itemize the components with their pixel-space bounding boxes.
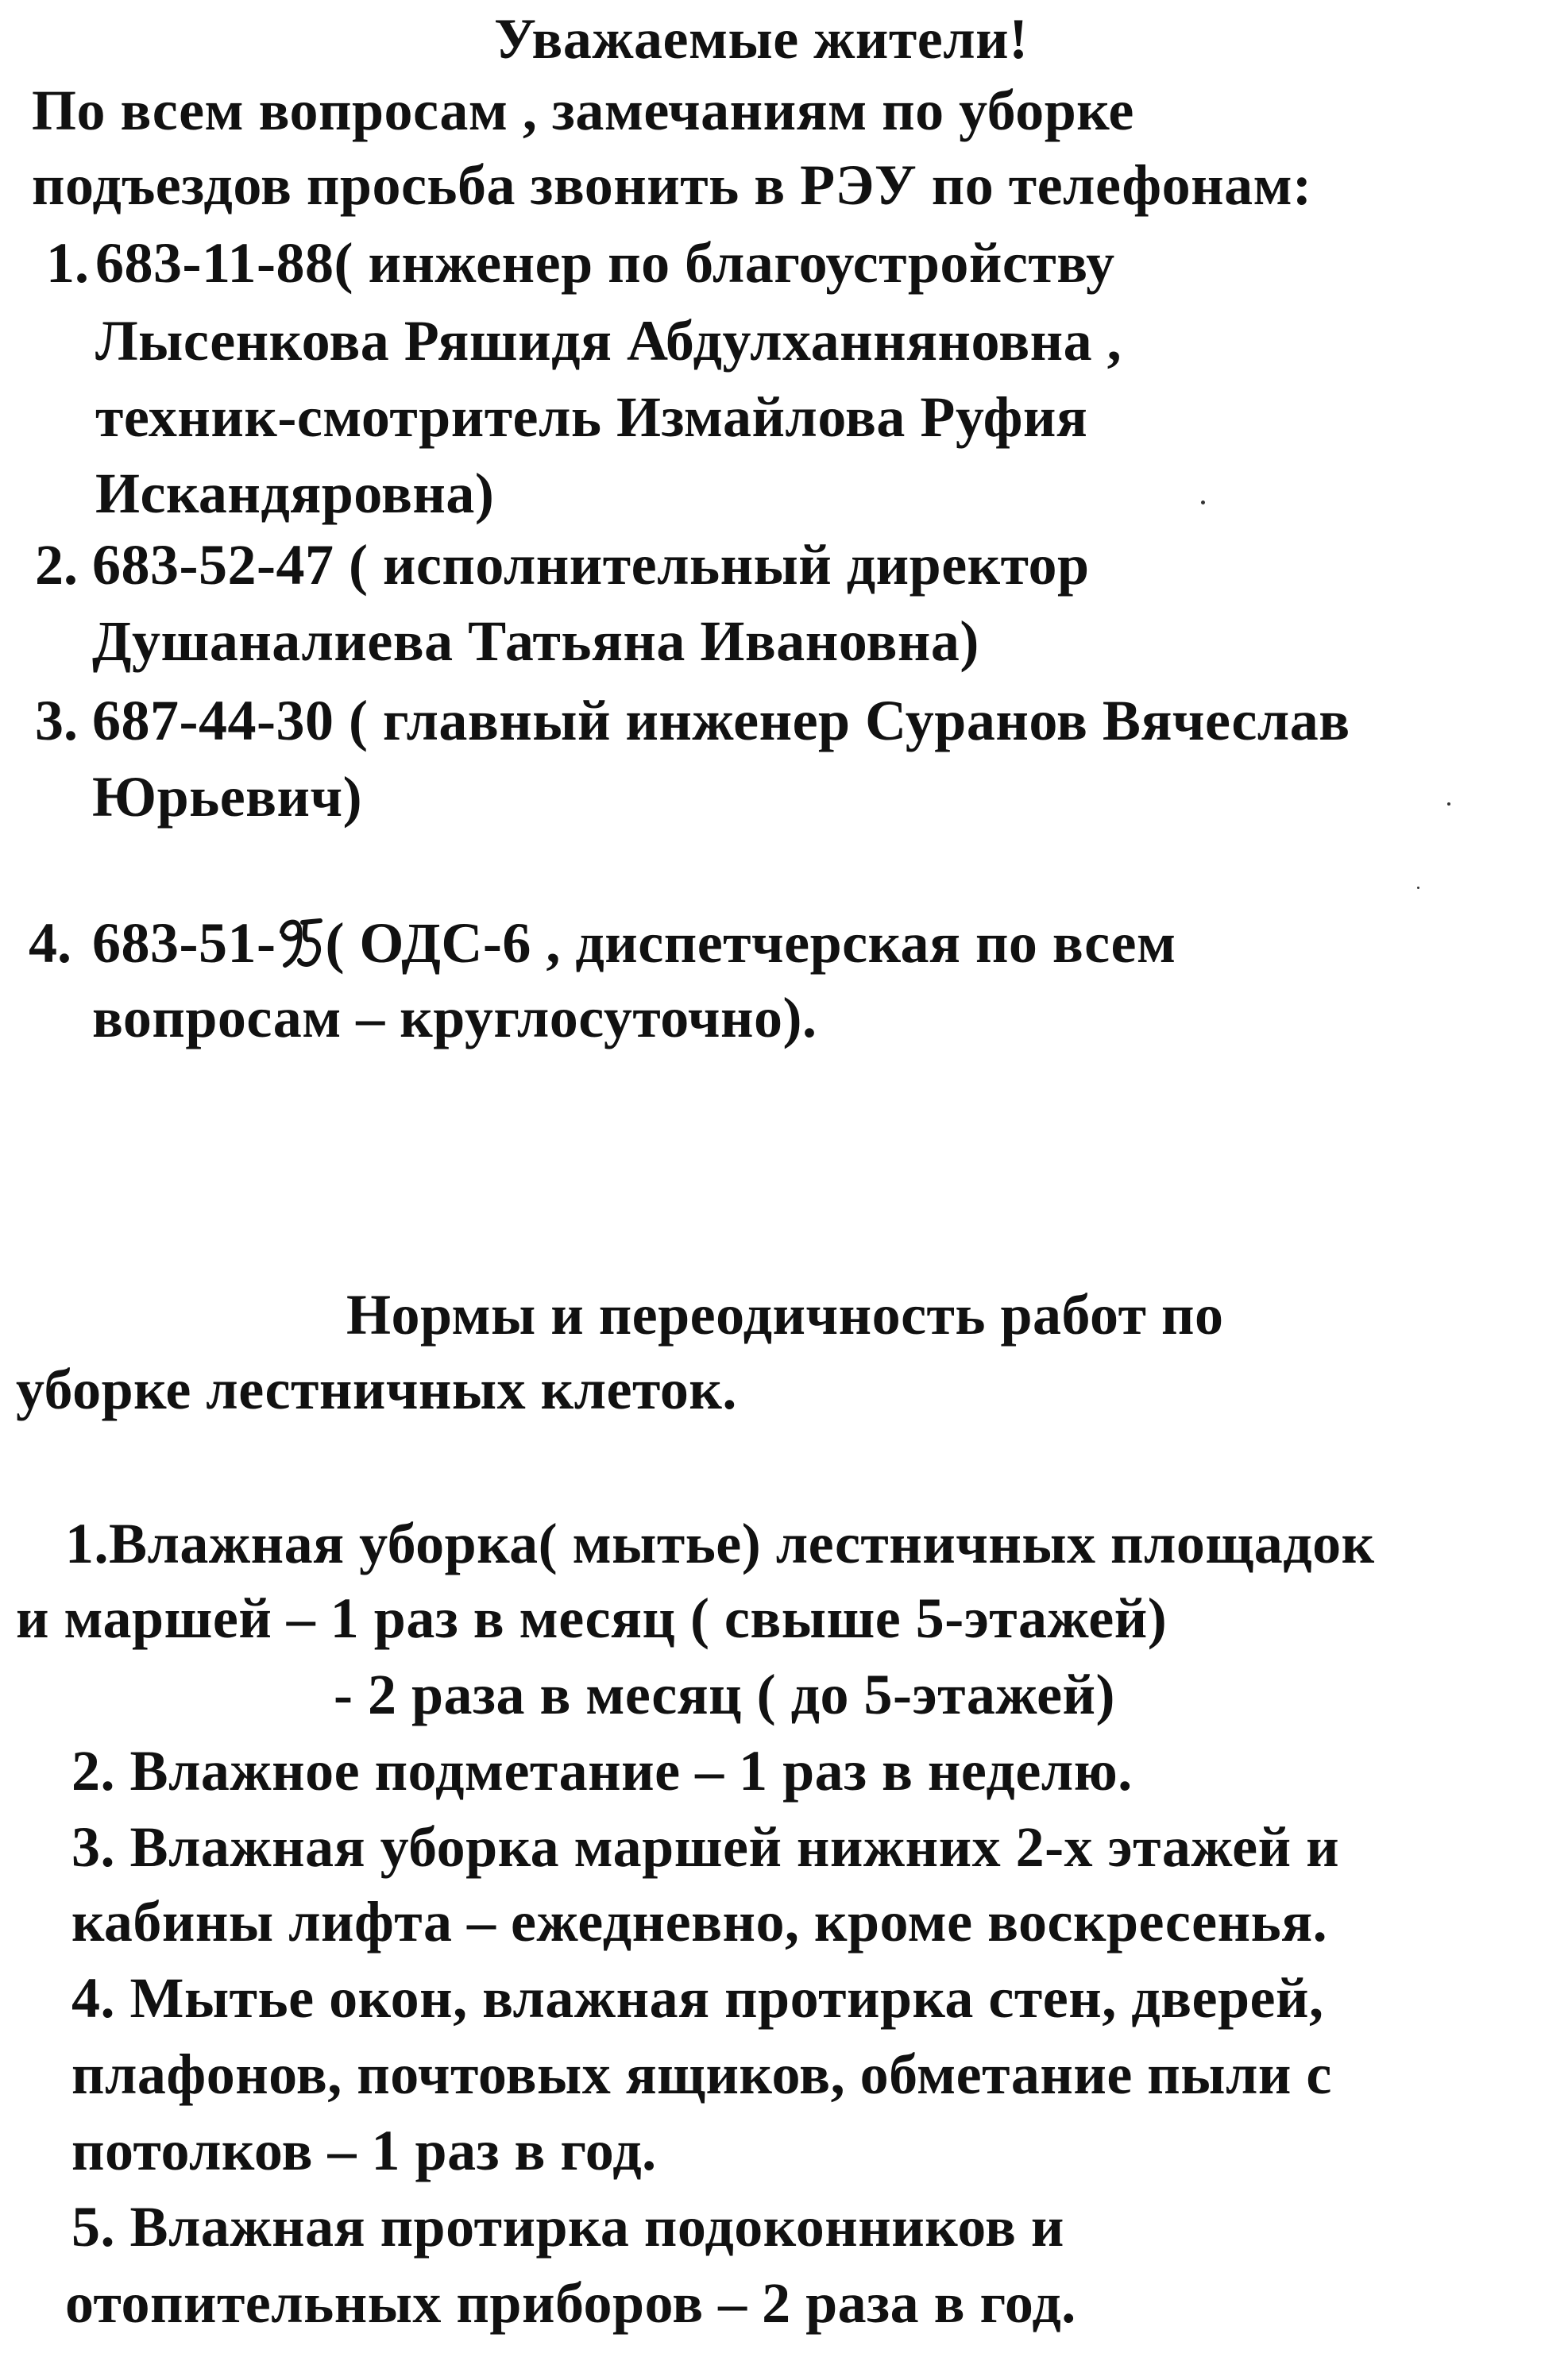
norms-item-line-6: кабины лифта – ежедневно, кроме воскресенья. xyxy=(71,1890,1328,1954)
norms-item-line-8: плафонов, почтовых ящиков, обметание пыли с xyxy=(71,2042,1332,2106)
contact-1-line-1: 683-11-88( инженер по благоустройству xyxy=(95,231,1115,295)
norms-item-line-9: потолков – 1 раз в год. xyxy=(71,2119,657,2182)
contact-4-phone-prefix: 683-51- xyxy=(92,911,276,975)
contact-3-number: 3. xyxy=(35,689,78,752)
contact-2-line-2: Душаналиева Татьяна Ивановна) xyxy=(92,609,979,673)
contact-2-line-1: 683-52-47 ( исполнительный директор xyxy=(92,533,1090,597)
contact-1-line-4: Искандяровна) xyxy=(95,462,495,525)
norms-title-line-1: Нормы и переодичность работ по xyxy=(346,1283,1224,1347)
norms-item-line-7: 4. Мытье окон, влажная протирка стен, дверей, xyxy=(71,1966,1324,2030)
norms-item-line-1: 1.Влажная уборка( мытье) лестничных площадок xyxy=(65,1512,1375,1575)
norms-item-line-3: - 2 раза в месяц ( до 5-этажей) xyxy=(334,1663,1116,1726)
norms-item-line-2: и маршей – 1 раз в месяц ( свыше 5-этажей) xyxy=(16,1586,1168,1650)
contact-3-line-2: Юрьевич) xyxy=(92,765,363,829)
scan-speck xyxy=(1417,887,1419,889)
norms-item-line-10: 5. Влажная протирка подоконников и xyxy=(71,2195,1064,2259)
contact-4-line-2: вопросам – круглосуточно). xyxy=(92,986,817,1049)
notice-title: Уважаемые жители! xyxy=(494,7,1029,71)
scan-speck xyxy=(1201,500,1205,504)
norms-title-line-2: уборке лестничных клеток. xyxy=(16,1358,737,1421)
intro-line-2: подъездов просьба звонить в РЭУ по телефонам: xyxy=(32,153,1312,217)
contact-2-number: 2. xyxy=(35,533,78,597)
scan-speck xyxy=(1447,802,1450,806)
contact-1-number: 1. xyxy=(46,231,89,295)
intro-line-1: По всем вопросам , замечаниям по уборке xyxy=(32,79,1134,142)
contact-4-line-1 xyxy=(92,909,1176,977)
contact-4-line-1-rest: ( ОДС-6 , диспетчерская по всем xyxy=(325,911,1176,975)
contact-1-line-2: Лысенкова Ряшидя Абдулханняновна , xyxy=(95,309,1122,373)
norms-item-line-4: 2. Влажное подметание – 1 раз в неделю. xyxy=(71,1739,1133,1803)
norms-item-line-5: 3. Влажная уборка маршей нижних 2-х этажей и xyxy=(71,1815,1340,1879)
contact-4-number: 4. xyxy=(29,911,71,975)
handwritten-correction-icon xyxy=(276,914,325,970)
contact-1-line-3: техник-смотритель Измайлова Руфия xyxy=(95,385,1088,449)
contact-3-line-1: 687-44-30 ( главный инженер Суранов Вячеслав xyxy=(92,689,1350,752)
norms-item-line-11: отопительных приборов – 2 раза в год. xyxy=(65,2271,1076,2335)
